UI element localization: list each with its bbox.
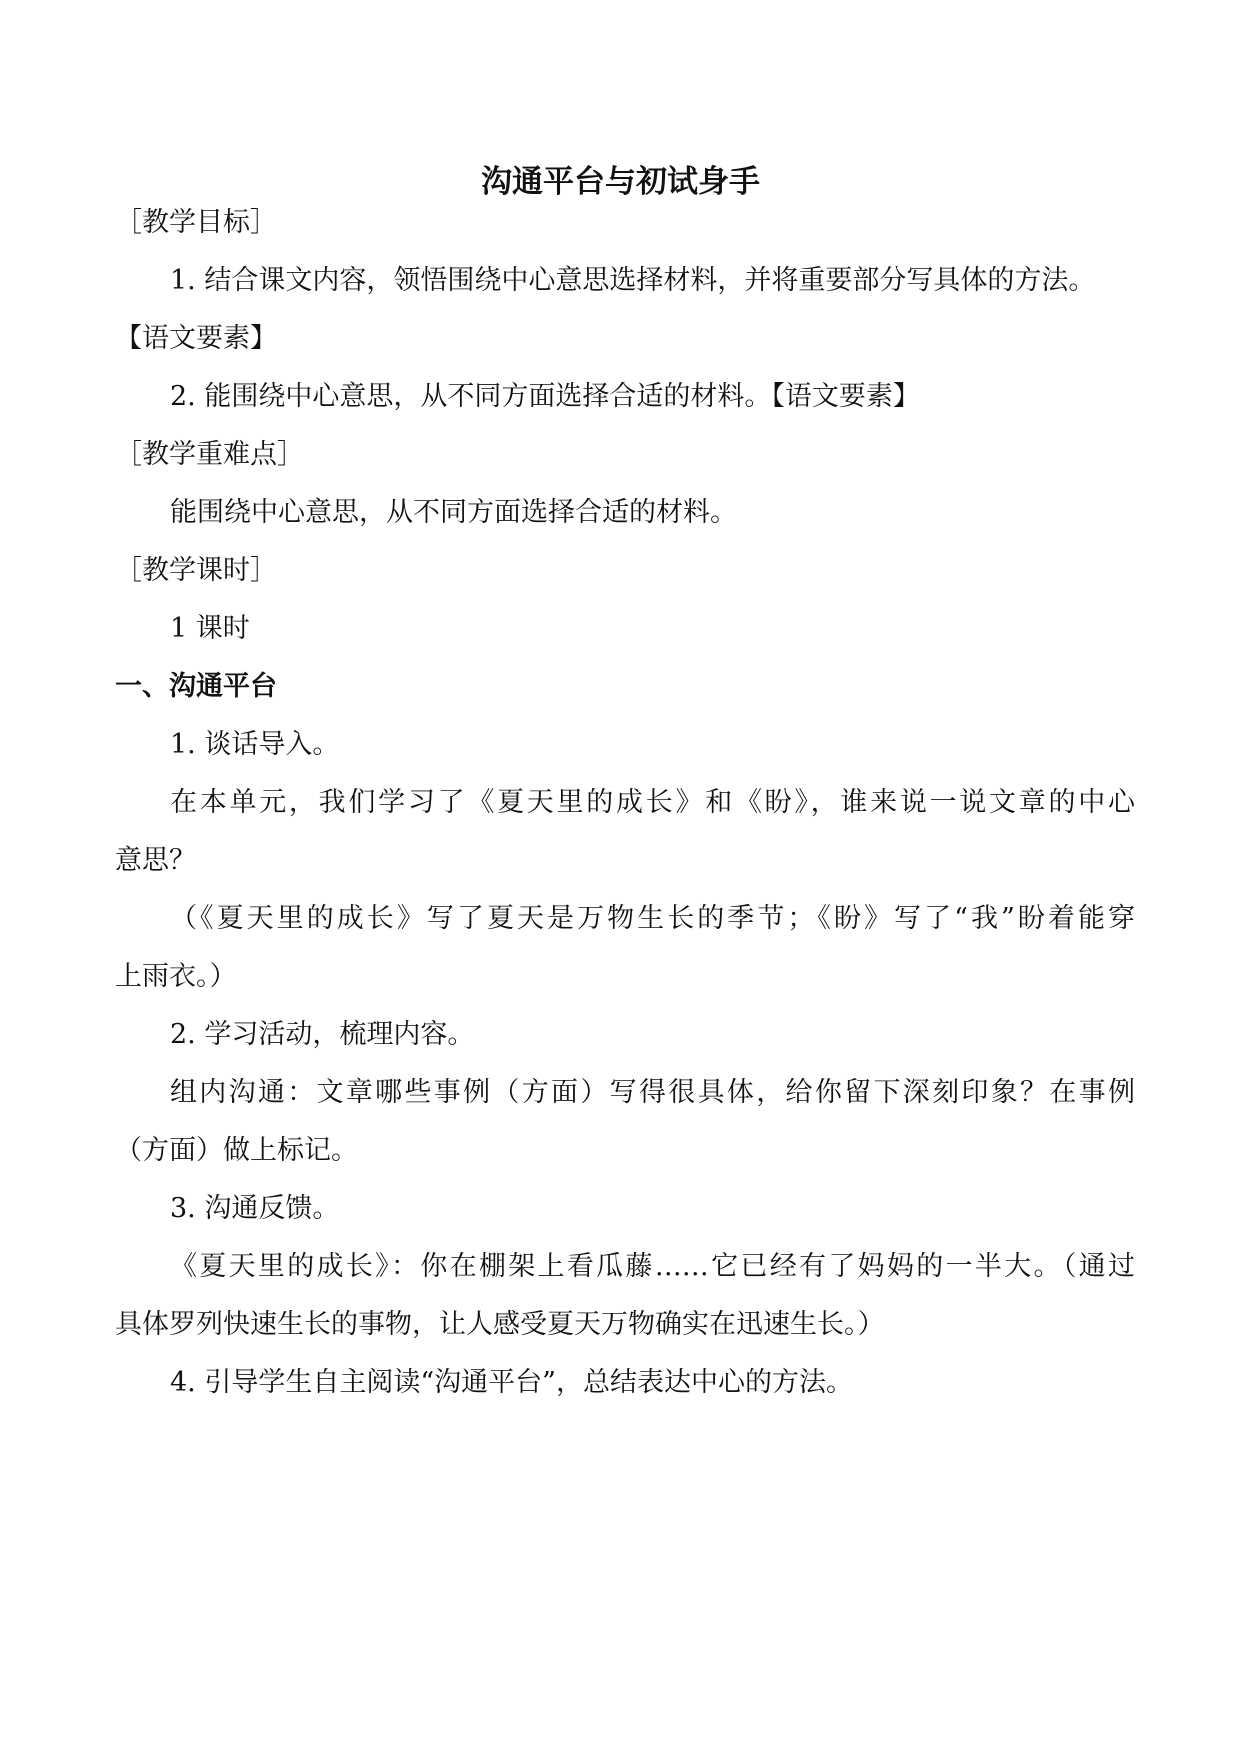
section-heading-teaching-goals: ［教学目标］: [115, 207, 277, 238]
step-2-paragraph-line-2: （方面）做上标记。: [115, 1135, 358, 1166]
section-heading-key-points: ［教学重难点］: [115, 439, 304, 470]
step-3-heading: 3. 沟通反馈。: [170, 1193, 340, 1224]
part-heading-communication-platform: 一、沟通平台: [115, 671, 277, 702]
step-3-paragraph-line-2: 具体罗列快速生长的事物，让人感受夏天万物确实在迅速生长。）: [115, 1309, 885, 1340]
goal-1-tag: 【语文要素】: [115, 323, 277, 354]
step-2-heading: 2. 学习活动，梳理内容。: [170, 1019, 475, 1050]
step-1-heading: 1. 谈话导入。: [170, 729, 340, 760]
step-1-answer-line-2: 上雨衣。）: [115, 961, 237, 992]
document-title: 沟通平台与初试身手: [481, 164, 760, 200]
class-hours-text: 1 课时: [170, 613, 250, 644]
step-1-paragraph-line-2: 意思？: [115, 845, 196, 876]
step-1-answer-line-1: （《夏天里的成长》写了夏天是万物生长的季节；《盼》写了“我”盼着能穿: [170, 903, 1135, 934]
step-3-paragraph-line-1: 《夏天里的成长》：你在棚架上看瓜藤……它已经有了妈妈的一半大。（通过: [170, 1251, 1135, 1282]
step-2-paragraph-line-1: 组内沟通：文章哪些事例（方面）写得很具体，给你留下深刻印象？在事例: [170, 1077, 1135, 1108]
step-4-heading: 4. 引导学生自主阅读“沟通平台”，总结表达中心的方法。: [170, 1367, 853, 1398]
key-point-text: 能围绕中心意思，从不同方面选择合适的材料。: [170, 497, 737, 528]
step-1-paragraph-line-1: 在本单元，我们学习了《夏天里的成长》和《盼》，谁来说一说文章的中心: [170, 787, 1135, 818]
section-heading-class-hours: ［教学课时］: [115, 555, 277, 586]
goal-2: 2. 能围绕中心意思，从不同方面选择合适的材料。【语文要素】: [170, 381, 920, 412]
goal-1: 1. 结合课文内容，领悟围绕中心意思选择材料，并将重要部分写具体的方法。: [170, 265, 1096, 296]
